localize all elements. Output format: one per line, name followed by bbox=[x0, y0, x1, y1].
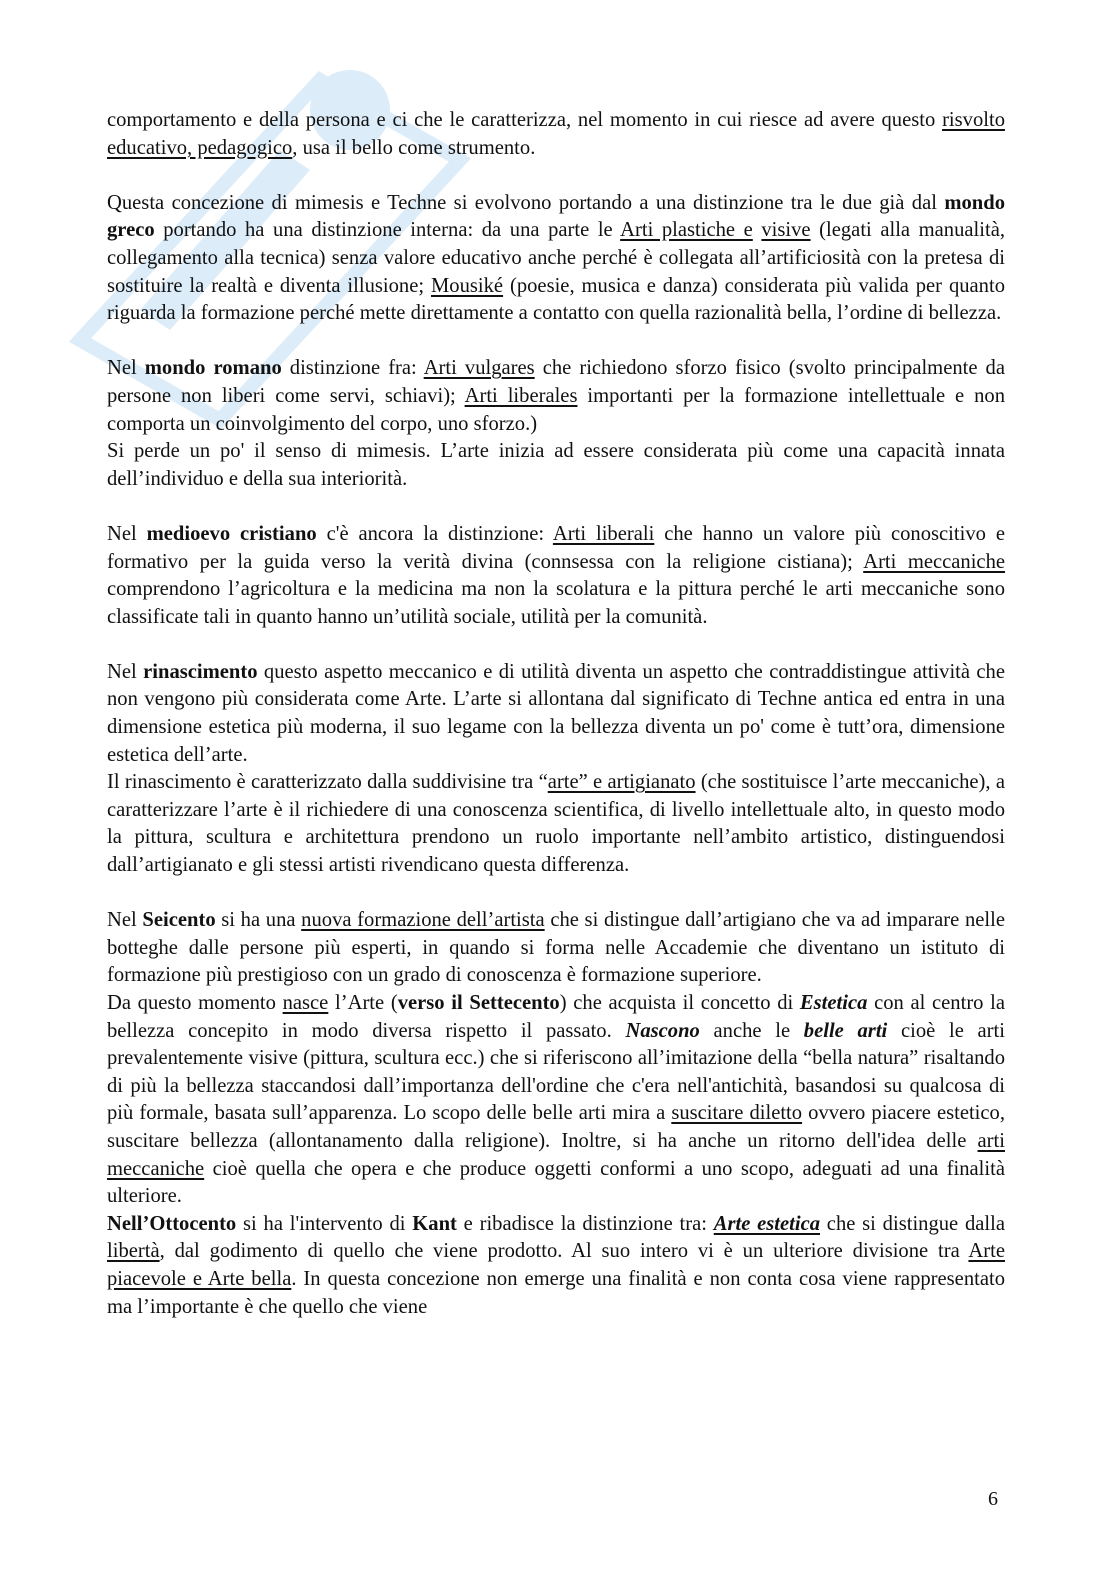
paragraph: Nel mondo romano distinzione fra: Arti vulgares che richiedono sforzo fisico (svolto principalmente da persone non liberi come servi, schiavi); Arti liberales importanti per la formazione intellettuale e non comporta un coinvolgimento del corpo, uno sforzo.) bbox=[107, 357, 1006, 435]
paragraph: Si perde un po' il senso di mimesis. L’arte inizia ad essere considerata più come una capacità innata dell’individuo e della sua interiorità. bbox=[107, 440, 1005, 490]
paragraph: Il rinascimento è caratterizzato dalla suddivisine tra “arte” e artigianato (che sostituisce l’arte meccaniche), a caratterizzare l’arte è il richiedere di una conoscenza scientifica, di livello intellettuale alto, in questo modo la pittura, scultura e architettura prendono un ruolo importante nell’ambito artistico, distinguendosi dall’artigianato e gli stessi artisti rivendicano questa differenza. bbox=[107, 771, 1006, 877]
paragraph: Da questo momento nasce l’Arte (verso il Settecento) che acquista il concetto di Estetica con al centro la bellezza concepito in modo diversa rispetto il passato. Nascono anche le belle arti cioè le arti prevalentemente visive (pittura, scultura ecc.) che si riferiscono all’imitazione della “bella natura” risaltando di più la bellezza staccandosi dall’importanza dell'ordine che c'era nell'antichità, basandosi su qualcosa di più formale, basata sull’apparenza. Lo scopo delle belle arti mira a suscitare diletto ovvero piacere estetico, suscitare bellezza (allontanamento dalla religione). Inoltre, si ha anche un ritorno dell'idea delle arti meccaniche cioè quella che opera e che produce oggetti conformi a uno scopo, adeguati ad una finalità ulteriore. bbox=[107, 992, 1006, 1208]
paragraph: Nel medioevo cristiano c'è ancora la distinzione: Arti liberali che hanno un valore più conoscitivo e formativo per la guida verso la verità divina (connsessa con la religione cistiana); Arti meccaniche comprendono l’agricoltura e la medicina ma non la scolatura e la pittura perché le arti meccaniche sono classificate tali in quanto hanno un’utilità sociale, utilità per la comunità. bbox=[107, 522, 1006, 628]
paragraph: Questa concezione di mimesis e Techne si evolvono portando a una distinzione tra le due già dal mondo greco portando ha una distinzione interna: da una parte le Arti plastiche e visive (legati alla manualità, collegamento alla tecnica) senza valore educativo anche perché è collegata all’artificiosità con la pretesa di sostituire la realtà e diventa illusione; Mousiké (poesie, musica e danza) considerata più valida per quanto riguarda la formazione perché mette direttamente a contatto con quella razionalità bella, l’ordine di bellezza. bbox=[107, 191, 1005, 325]
document-body bbox=[107, 107, 1005, 1321]
paragraph: Nell’Ottocento si ha l'intervento di Kant e ribadisce la distinzione tra: Arte estetica che si distingue dalla libertà, dal godimento di quello che viene prodotto. Al suo intero vi è un ulteriore divisione tra Arte piacevole e Arte bella. In questa concezione non emerge una finalità e non conta cosa viene rappresentato ma l’importante è che quello che viene bbox=[107, 1212, 1005, 1318]
paragraph: Nel rinascimento questo aspetto meccanico e di utilità diventa un aspetto che contraddistingue attività che non vengono più considerata come Arte. L’arte si allontana dal significato di Techne antica ed entra in una dimensione estetica più moderna, il suo legame con la bellezza diventa un po' come è tutt’ora, dimensione estetica dell’arte. bbox=[107, 660, 1005, 766]
paragraph: Nel Seicento si ha una nuova formazione dell’artista che si distingue dall’artigiano che va ad imparare nelle botteghe dalle persone più esperti, in quando si forma nelle Accademie che diventano un istituto di formazione più prestigioso con un grado di conoscenza è formazione superiore. bbox=[107, 909, 1005, 987]
page-number: 6 bbox=[988, 1488, 998, 1510]
paragraph: comportamento e della persona e ci che le caratterizza, nel momento in cui riesce ad avere questo risvolto educativo, pedagogico, usa il bello come strumento. bbox=[107, 109, 1005, 159]
